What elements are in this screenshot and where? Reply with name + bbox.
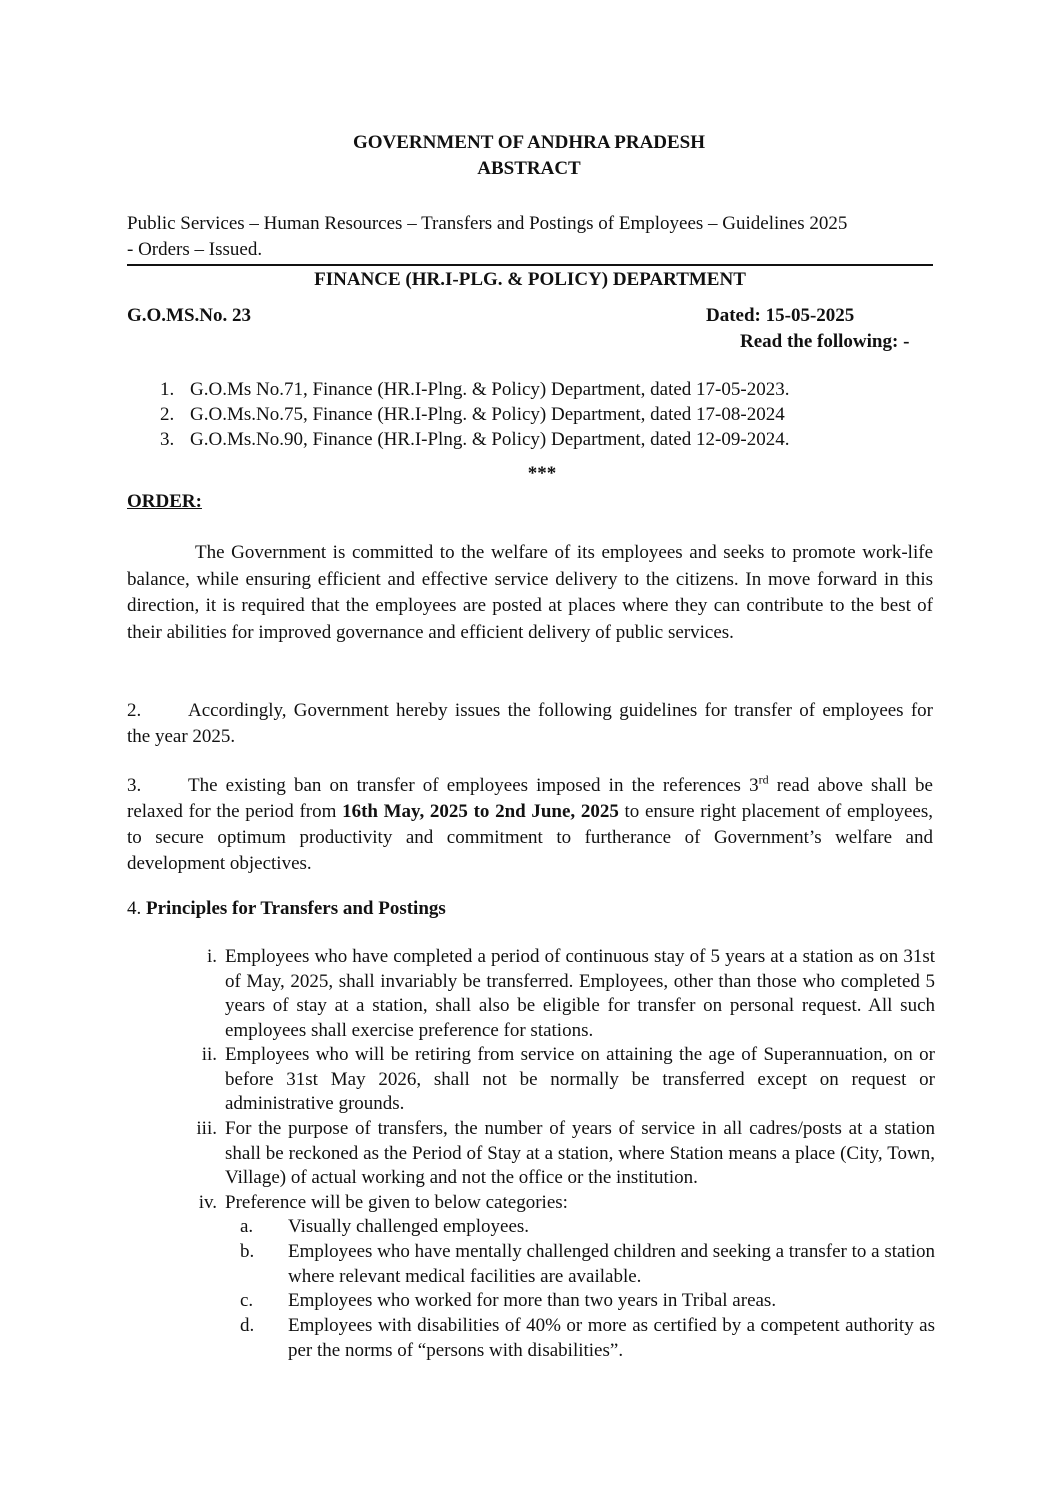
category-item <box>240 1289 935 1314</box>
principle-text: Preference will be given to below categories: <box>225 1192 568 1213</box>
section-4-heading <box>127 897 446 922</box>
principle-item <box>175 945 935 1043</box>
principle-number: ii. <box>201 1044 217 1065</box>
principle-text: For the purpose of transfers, the number of years of service in all cadres/posts at a station shall be reckoned as the Period of Stay at a station, where Station means a place (City, Town, Village) of actual working and not the office or the institution. <box>225 1118 935 1188</box>
principle-number: iii. <box>196 1118 217 1139</box>
reference-number: 3. <box>160 429 175 450</box>
subject-line-2: - Orders – Issued. <box>127 239 263 260</box>
principle-item <box>175 1191 935 1216</box>
reference-item <box>160 378 789 403</box>
principle-number: i. <box>206 946 217 967</box>
transfer-period: 16th May, 2025 to 2nd June, 2025 <box>342 801 619 822</box>
divider-line <box>127 264 933 266</box>
order-paragraph-3 <box>127 773 933 877</box>
reference-item <box>160 403 785 428</box>
reference-text: G.O.Ms.No.75, Finance (HR.I-Plng. & Policy) Department, dated 17-08-2024 <box>190 404 785 425</box>
principle-text: Employees who have completed a period of continuous stay of 5 years at a station as on 31st of May, 2025, shall invariably be transferred. Employees, other than those who completed 5 years of stay at a station, shall also be eligible for transfer on personal request. All such employees shall exercise preference for stations. <box>225 946 935 1041</box>
reference-number: 2. <box>160 404 175 425</box>
separator: *** <box>527 463 557 484</box>
section-number: 4. <box>127 898 146 919</box>
section-title: Principles for Transfers and Postings <box>146 898 446 919</box>
order-heading: ORDER: <box>127 491 202 512</box>
paragraph-number: 2. <box>127 700 142 721</box>
subject-line-1: Public Services – Human Resources – Transfers and Postings of Employees – Guidelines 2025 <box>127 213 848 234</box>
reference-text: G.O.Ms.No.90, Finance (HR.I-Plng. & Policy) Department, dated 12-09-2024. <box>190 429 790 450</box>
category-letter: a. <box>240 1216 254 1237</box>
category-item <box>240 1240 935 1289</box>
principle-text: Employees who will be retiring from service on attaining the age of Superannuation, on or before 31st May 2026, shall not be normally be transferred except on request or administrative grounds. <box>225 1044 935 1114</box>
category-text: Employees who have mentally challenged children and seeking a transfer to a station where relevant medical facilities are available. <box>288 1241 935 1287</box>
go-number: G.O.MS.No. 23 <box>127 305 252 326</box>
order-paragraph-1: The Government is committed to the welfare of its employees and seeks to promote work-life balance, while ensuring efficient and effective service delivery to the citizens. In move forward in this direction, it is required that the employees are posted at places where they can contribute to the best of their abilities for improved governance and efficient delivery of public services. <box>127 542 933 643</box>
category-text: Employees with disabilities of 40% or more as certified by a competent authority as per the norms of “persons with disabilities”. <box>288 1315 935 1361</box>
category-letter: d. <box>240 1315 255 1336</box>
paragraph-text: Accordingly, Government hereby issues the following guidelines for transfer of employees for the year 2025. <box>127 700 933 747</box>
paragraph-text: read above shall be relaxed for the period from <box>127 775 933 822</box>
department-title: FINANCE (HR.I-PLG. & POLICY) DEPARTMENT <box>314 269 746 290</box>
paragraph-text: to ensure right placement of employees, to secure optimum productivity and commitment to furtherance of Government’s welfare and development objectives. <box>127 801 933 874</box>
category-text: Visually challenged employees. <box>288 1216 530 1237</box>
superscript: rd <box>758 772 769 787</box>
category-letter: c. <box>240 1290 254 1311</box>
category-item <box>240 1314 935 1363</box>
category-text: Employees who worked for more than two years in Tribal areas. <box>288 1290 777 1311</box>
paragraph-number: 3. <box>127 775 142 796</box>
government-title: GOVERNMENT OF ANDHRA PRADESH <box>352 132 706 153</box>
paragraph-text: The existing ban on transfer of employees imposed in the references 3 <box>188 775 759 796</box>
principle-item <box>175 1117 935 1191</box>
reference-item <box>160 428 789 453</box>
read-following: Read the following: - <box>740 331 910 352</box>
category-item <box>240 1215 935 1240</box>
reference-number: 1. <box>160 379 175 400</box>
category-letter: b. <box>240 1241 255 1262</box>
order-paragraph-2 <box>127 698 933 750</box>
dated: Dated: 15-05-2025 <box>706 305 855 326</box>
principle-item <box>175 1043 935 1117</box>
reference-text: G.O.Ms No.71, Finance (HR.I-Plng. & Policy) Department, dated 17-05-2023. <box>190 379 790 400</box>
principle-number: iv. <box>198 1192 217 1213</box>
abstract-title: ABSTRACT <box>477 158 581 179</box>
